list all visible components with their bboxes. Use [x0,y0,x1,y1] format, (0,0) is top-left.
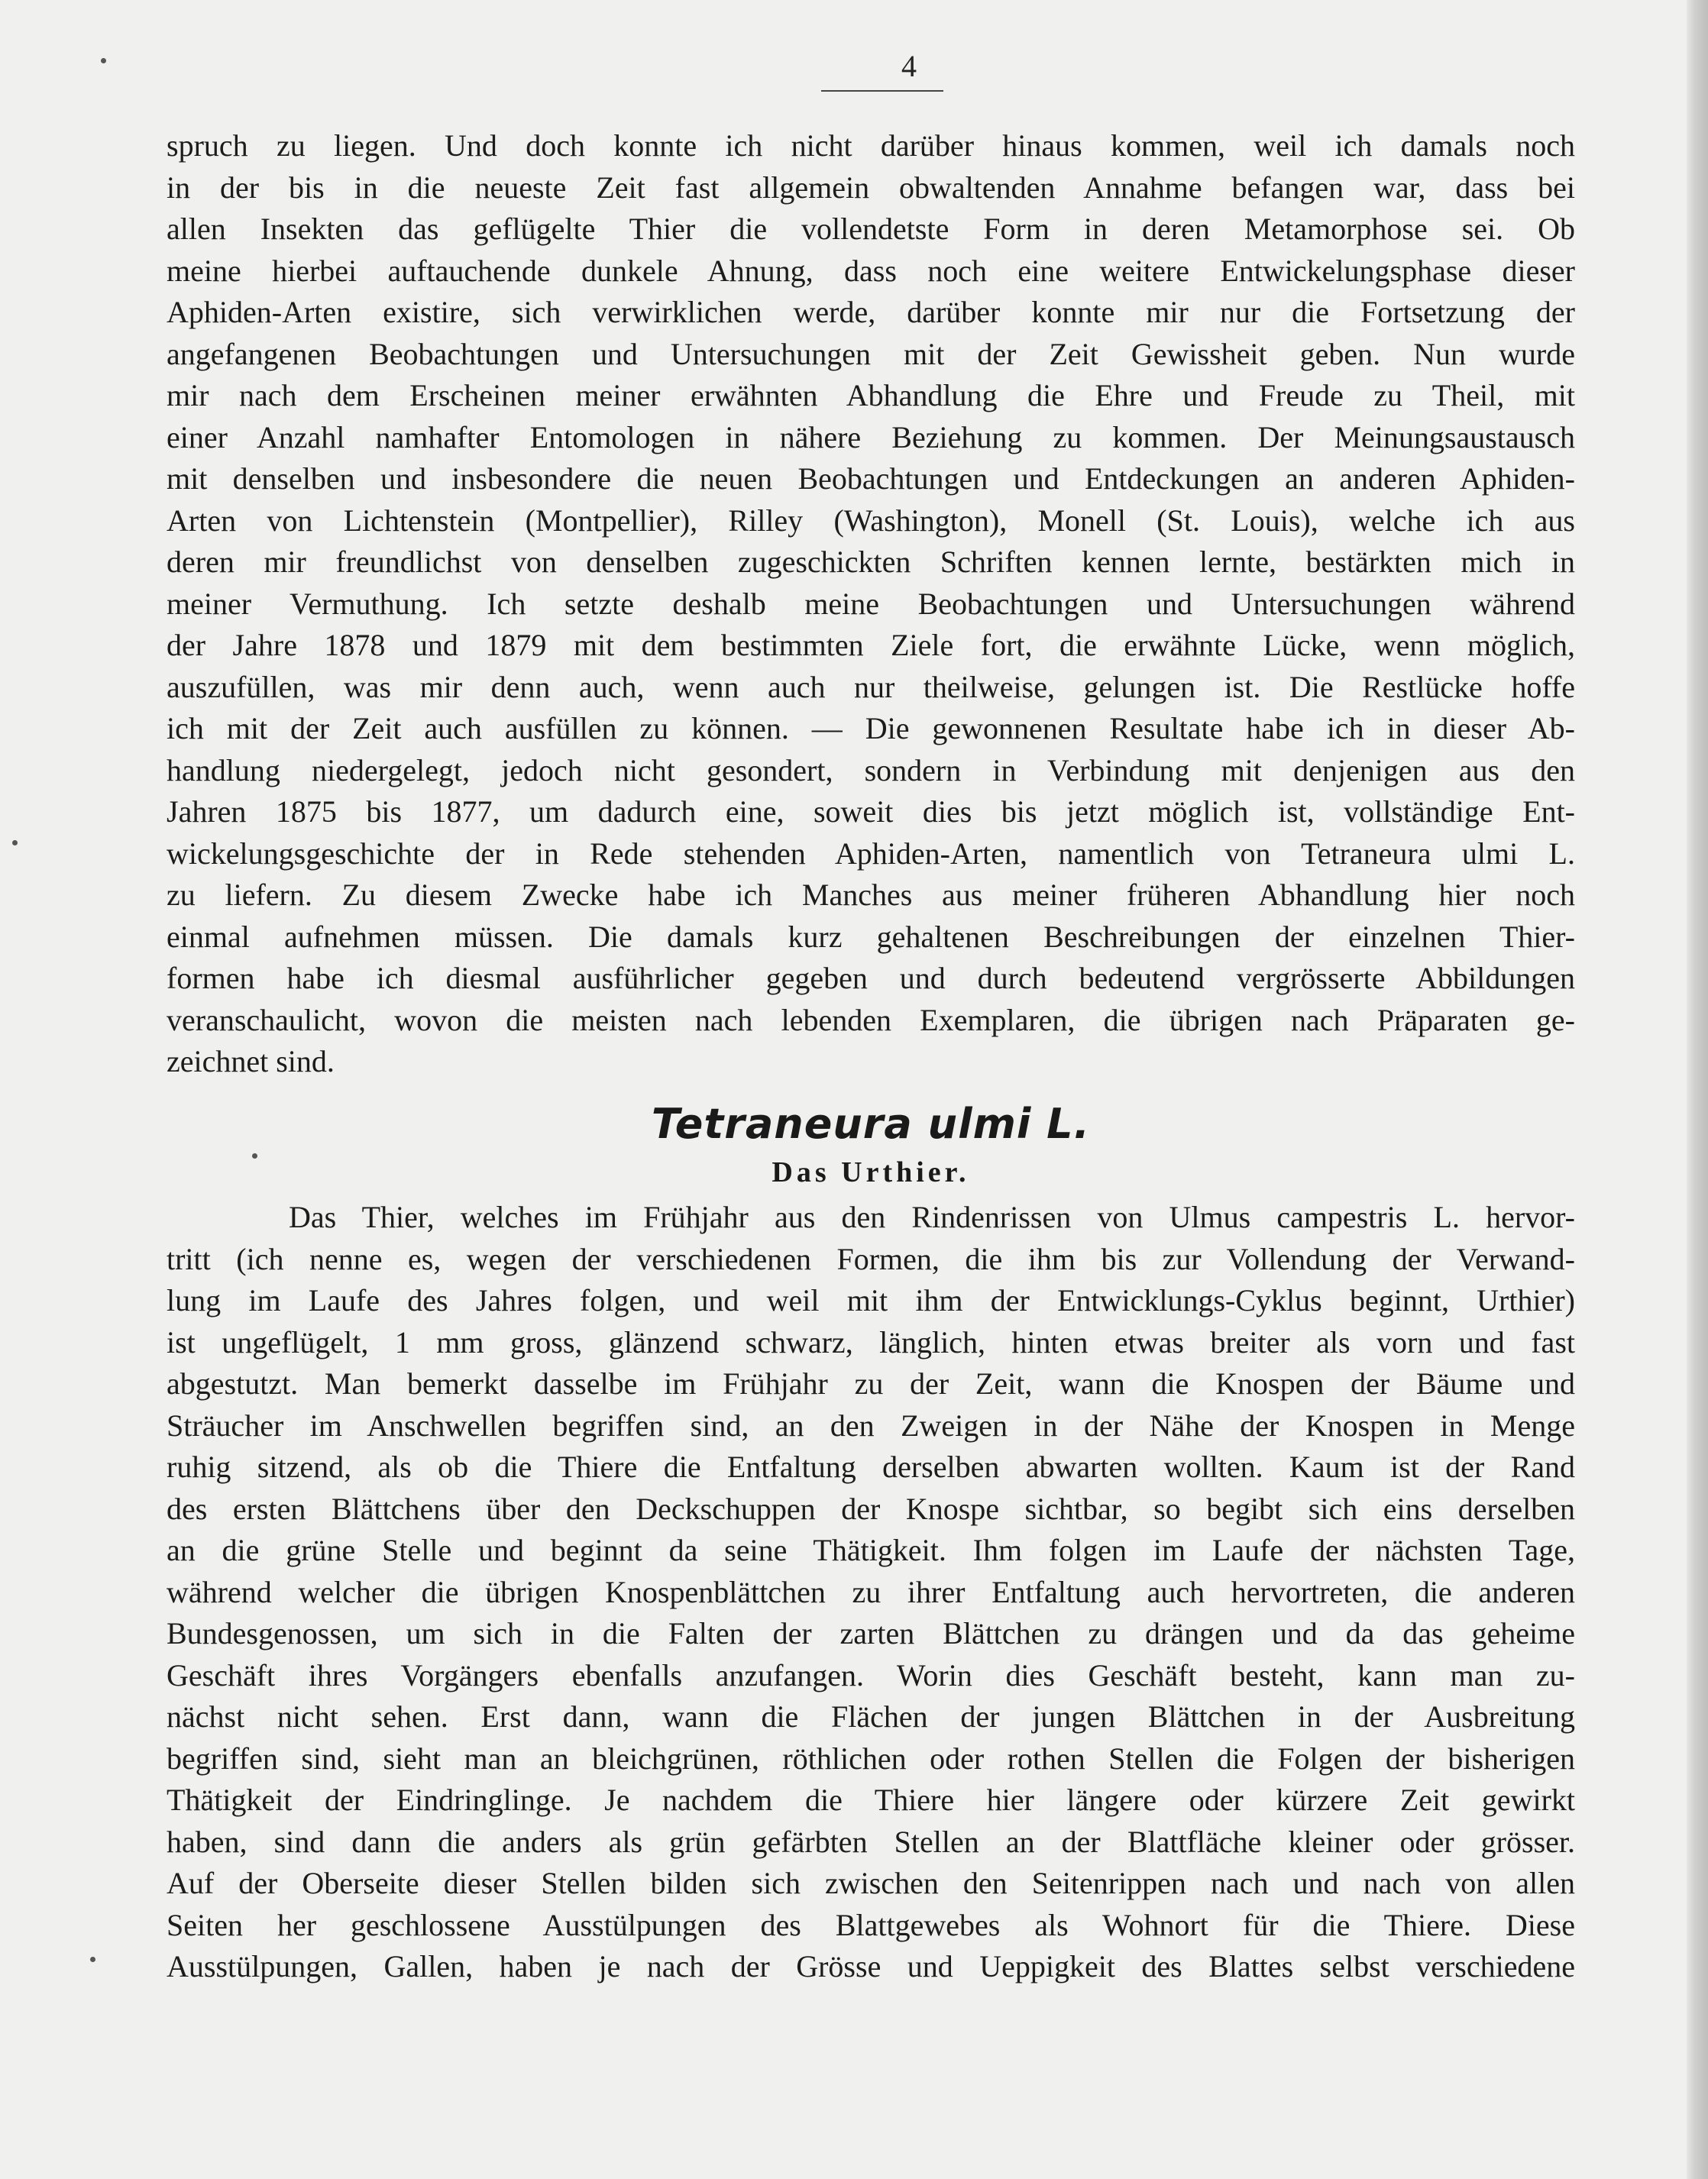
paper-speck [101,58,106,63]
text-line: ich mit der Zeit auch ausfüllen zu können. — Die gewonnenen Resultate habe ich in dieser Ab- [167,711,1575,745]
text-line: nächst nicht sehen. Erst dann, wann die Flächen der jungen Blättchen in der Ausbreitung [167,1699,1575,1734]
text-line: zeichnet sind. [167,1044,335,1078]
text-line: spruch zu liegen. Und doch konnte ich nicht darüber hinaus kommen, weil ich damals noch [167,128,1575,163]
text-line: veranschaulicht, wovon die meisten nach lebenden Exemplaren, die übrigen nach Präparaten ge- [167,1002,1575,1037]
text-line: tritt (ich nenne es, wegen der verschiedenen Formen, die ihm bis zur Vollendung der Verwand- [167,1241,1575,1276]
text-line: auszufüllen, was mir denn auch, wenn auch nur theilweise, gelungen ist. Die Restlücke hoffe [167,669,1575,704]
text-line: Thätigkeit der Eindringlinge. Je nachdem die Thiere hier längere oder kürzere Zeit gewirkt [167,1783,1575,1817]
text-line: ist ungeflügelt, 1 mm gross, glänzend schwarz, länglich, hinten etwas breiter als vorn und fast [167,1324,1575,1359]
text-line: zu liefern. Zu diesem Zwecke habe ich Manches aus meiner früheren Abhandlung hier noch [167,878,1575,912]
text-line: Das Thier, welches im Frühjahr aus den Rindenrissen von Ulmus campestris L. hervor- [289,1200,1575,1234]
text-line: Auf der Oberseite dieser Stellen bilden sich zwischen den Seitenrippen nach und nach von allen [167,1866,1575,1900]
text-line: einmal aufnehmen müssen. Die damals kurz gehaltenen Beschreibungen der einzelnen Thier- [167,919,1575,954]
text-line: allen Insekten das geflügelte Thier die vollendetste Form in deren Metamorphose sei. Ob [167,212,1575,246]
text-line: Aphiden-Arten existire, sich verwirklichen werde, darüber konnte mir nur die Fortsetzung der [167,295,1575,329]
text-line: an die grüne Stelle und beginnt da seine Thätigkeit. Ihm folgen im Laufe der nächsten Tage, [167,1533,1575,1567]
text-line: meine hierbei auftauchende dunkele Ahnung, dass noch eine weitere Entwickelungsphase dieser [167,253,1575,288]
page-number: 4 [901,49,917,83]
text-line: wickelungsgeschichte der in Rede stehenden Aphiden-Arten, namentlich von Tetraneura ulmi L. [167,836,1575,871]
text-line: Ausstülpungen, Gallen, haben je nach der Grösse und Ueppigkeit des Blattes selbst verschiedene [167,1949,1575,1983]
text-line: meiner Vermuthung. Ich setzte deshalb meine Beobachtungen und Untersuchungen während [167,586,1575,621]
text-line: Sträucher im Anschwellen begriffen sind, an den Zweigen in der Nähe der Knospen in Menge [167,1408,1575,1443]
text-line: einer Anzahl namhafter Entomologen in nähere Beziehung zu kommen. Der Meinungsaustausch [167,419,1575,454]
page-number-rule [821,90,943,92]
text-line: in der bis in die neueste Zeit fast allgemein obwaltenden Annahme befangen war, dass bei [167,170,1575,205]
text-line: lung im Laufe des Jahres folgen, und weil mit ihm der Entwicklungs-Cyklus beginnt, Urthier) [167,1283,1575,1317]
paragraph-urthier [167,1197,1575,1988]
text-line: Geschäft ihres Vorgängers ebenfalls anzufangen. Worin dies Geschäft besteht, kann man zu- [167,1657,1575,1692]
text-line: mir nach dem Erscheinen meiner erwähnten Abhandlung die Ehre und Freude zu Theil, mit [167,378,1575,412]
text-line: Bundesgenossen, um sich in die Falten der zarten Blättchen zu drängen und da das geheime [167,1616,1575,1650]
text-line: ruhig sitzend, als ob die Thiere die Entfaltung derselben abwarten wollten. Kaum ist der Rand [167,1450,1575,1484]
section-title: Tetraneura ulmi L. [651,1100,1091,1148]
text-line: des ersten Blättchens über den Deckschuppen der Knospe sichtbar, so begibt sich eins derselben [167,1491,1575,1526]
text-line: begriffen sind, sieht man an bleichgrünen, röthlichen oder rothen Stellen die Folgen der bisherigen [167,1741,1575,1776]
paper-speck [90,1957,95,1962]
text-line: Seiten her geschlossene Ausstülpungen des Blattgewebes als Wohnort für die Thiere. Diese [167,1907,1575,1942]
paper-speck [12,840,18,845]
page-edge-shadow [1687,0,1708,2179]
text-line: haben, sind dann die anders als grün gefärbten Stellen an der Blattfläche kleiner oder grösser. [167,1824,1575,1859]
text-line: formen habe ich diesmal ausführlicher gegeben und durch bedeutend vergrösserte Abbildungen [167,961,1575,995]
paragraph-intro [167,125,1575,1083]
text-line: mit denselben und insbesondere die neuen Beobachtungen und Entdeckungen an anderen Aphiden- [167,461,1575,496]
section-subtitle: Das Urthier. [772,1156,970,1188]
text-line: abgestutzt. Man bemerkt dasselbe im Frühjahr zu der Zeit, wann die Knospen der Bäume und [167,1366,1575,1401]
text-line: handlung niedergelegt, jedoch nicht gesondert, sondern in Verbindung mit denjenigen aus den [167,752,1575,787]
text-line: deren mir freundlichst von denselben zugeschickten Schriften kennen lernte, bestärkten mich in [167,545,1575,579]
text-line: angefangenen Beobachtungen und Untersuchungen mit der Zeit Gewissheit geben. Nun wurde [167,336,1575,371]
text-line: Arten von Lichtenstein (Montpellier), Rilley (Washington), Monell (St. Louis), welche ich aus [167,503,1575,538]
text-line: der Jahre 1878 und 1879 mit dem bestimmten Ziele fort, die erwähnte Lücke, wenn möglich, [167,628,1575,662]
text-line: während welcher die übrigen Knospenblättchen zu ihrer Entfaltung auch hervortreten, die anderen [167,1574,1575,1609]
text-line: Jahren 1875 bis 1877, um dadurch eine, soweit dies bis jetzt möglich ist, vollständige Ent- [167,794,1575,829]
